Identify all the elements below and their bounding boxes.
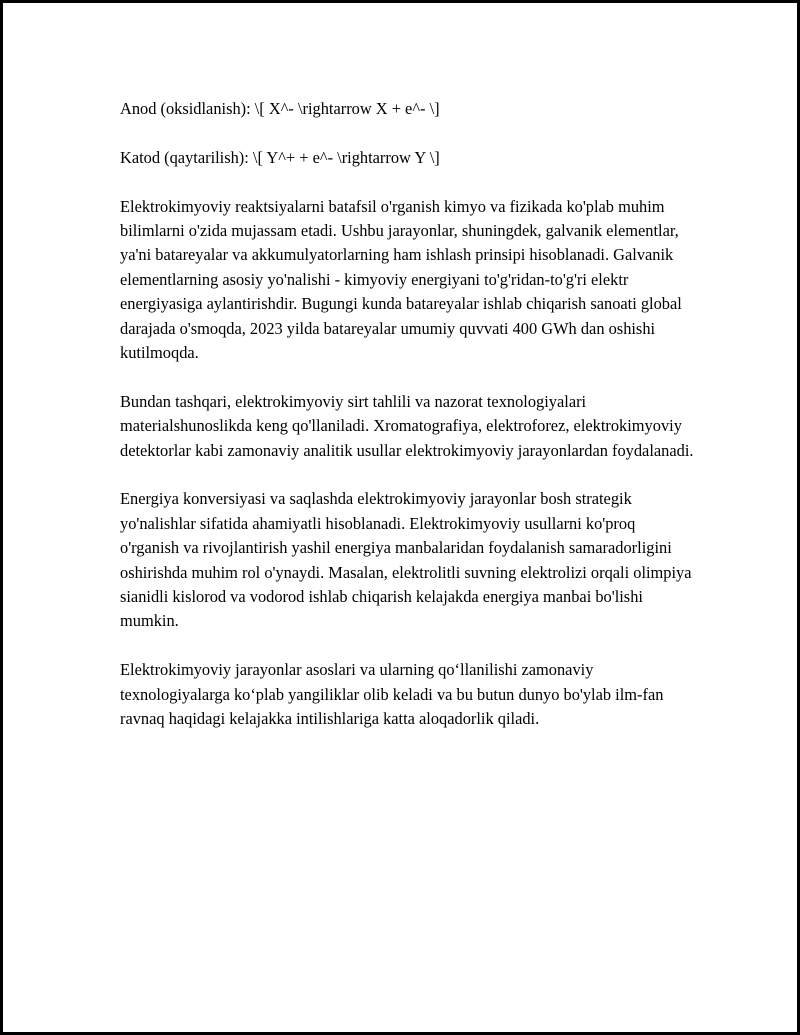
- paragraph-electrochemical-reactions: Elektrokimyoviy reaktsiyalarni batafsil o'rganish kimyo va fizikada ko'plab muhim bilimlarni o'zida mujassam etadi. Ushbu jarayonlar, shuningdek, galvanik elementlar, ya'ni batareyalar va akkumulyatorlarning ham ishlash prinsipi hisoblanadi. Galvanik elementlarning asosiy yo'nalishi - kimyoviy energiyani to'g'ridan-to'g'ri elektr energiyasiga aylantirishdir. Bugungi kunda batareyalar ishlab chiqarish sanoati global darajada o'smoqda, 2023 yilda batareyalar umumiy quvvati 400 GWh dan oshishi kutilmoqda.: [120, 196, 682, 363]
- paragraph-surface-analysis: Bundan tashqari, elektrokimyoviy sirt tahlili va nazorat texnologiyalari materialshunoslikda keng qo'llaniladi. Xromatografiya, elektroforez, elektrokimyoviy detektorlar kabi zamonaviy analitik usullar elektrokimyoviy jarayonlardan foydalanadi.: [120, 391, 694, 460]
- cathode-equation: Katod (qaytarilish): \[ Y^+ + e^- \rightarrow Y \]: [120, 147, 440, 167]
- paragraph-conclusion: Elektrokimyoviy jarayonlar asoslari va ularning qo‘llanilishi zamonaviy texnologiyalarga ko‘plab yangiliklar olib keladi va bu butun dunyo bo'ylab ilm-fan ravnaq haqidagi kelajakka intilishlariga katta aloqadorlik qiladi.: [120, 660, 664, 729]
- paragraph-energy-conversion: Energiya konversiyasi va saqlashda elektrokimyoviy jarayonlar bosh strategik yo'nalishlar sifatida ahamiyatli hisoblanadi. Elektrokimyoviy usullarni ko'proq o'rganish va rivojlantirish yashil energiya manbalaridan foydalanish samaradorligini oshirishda muhim rol o'ynaydi. Masalan, elektrolitli suvning elektrolizi orqali olimpiya sianidli kislorod va vodorod ishlab chiqarish kelajakda energiya manbai bo'lishi mumkin.: [120, 489, 692, 631]
- anode-equation: Anod (oksidlanish): \[ X^- \rightarrow X + e^- \]: [120, 99, 440, 118]
- document-body: [120, 97, 695, 756]
